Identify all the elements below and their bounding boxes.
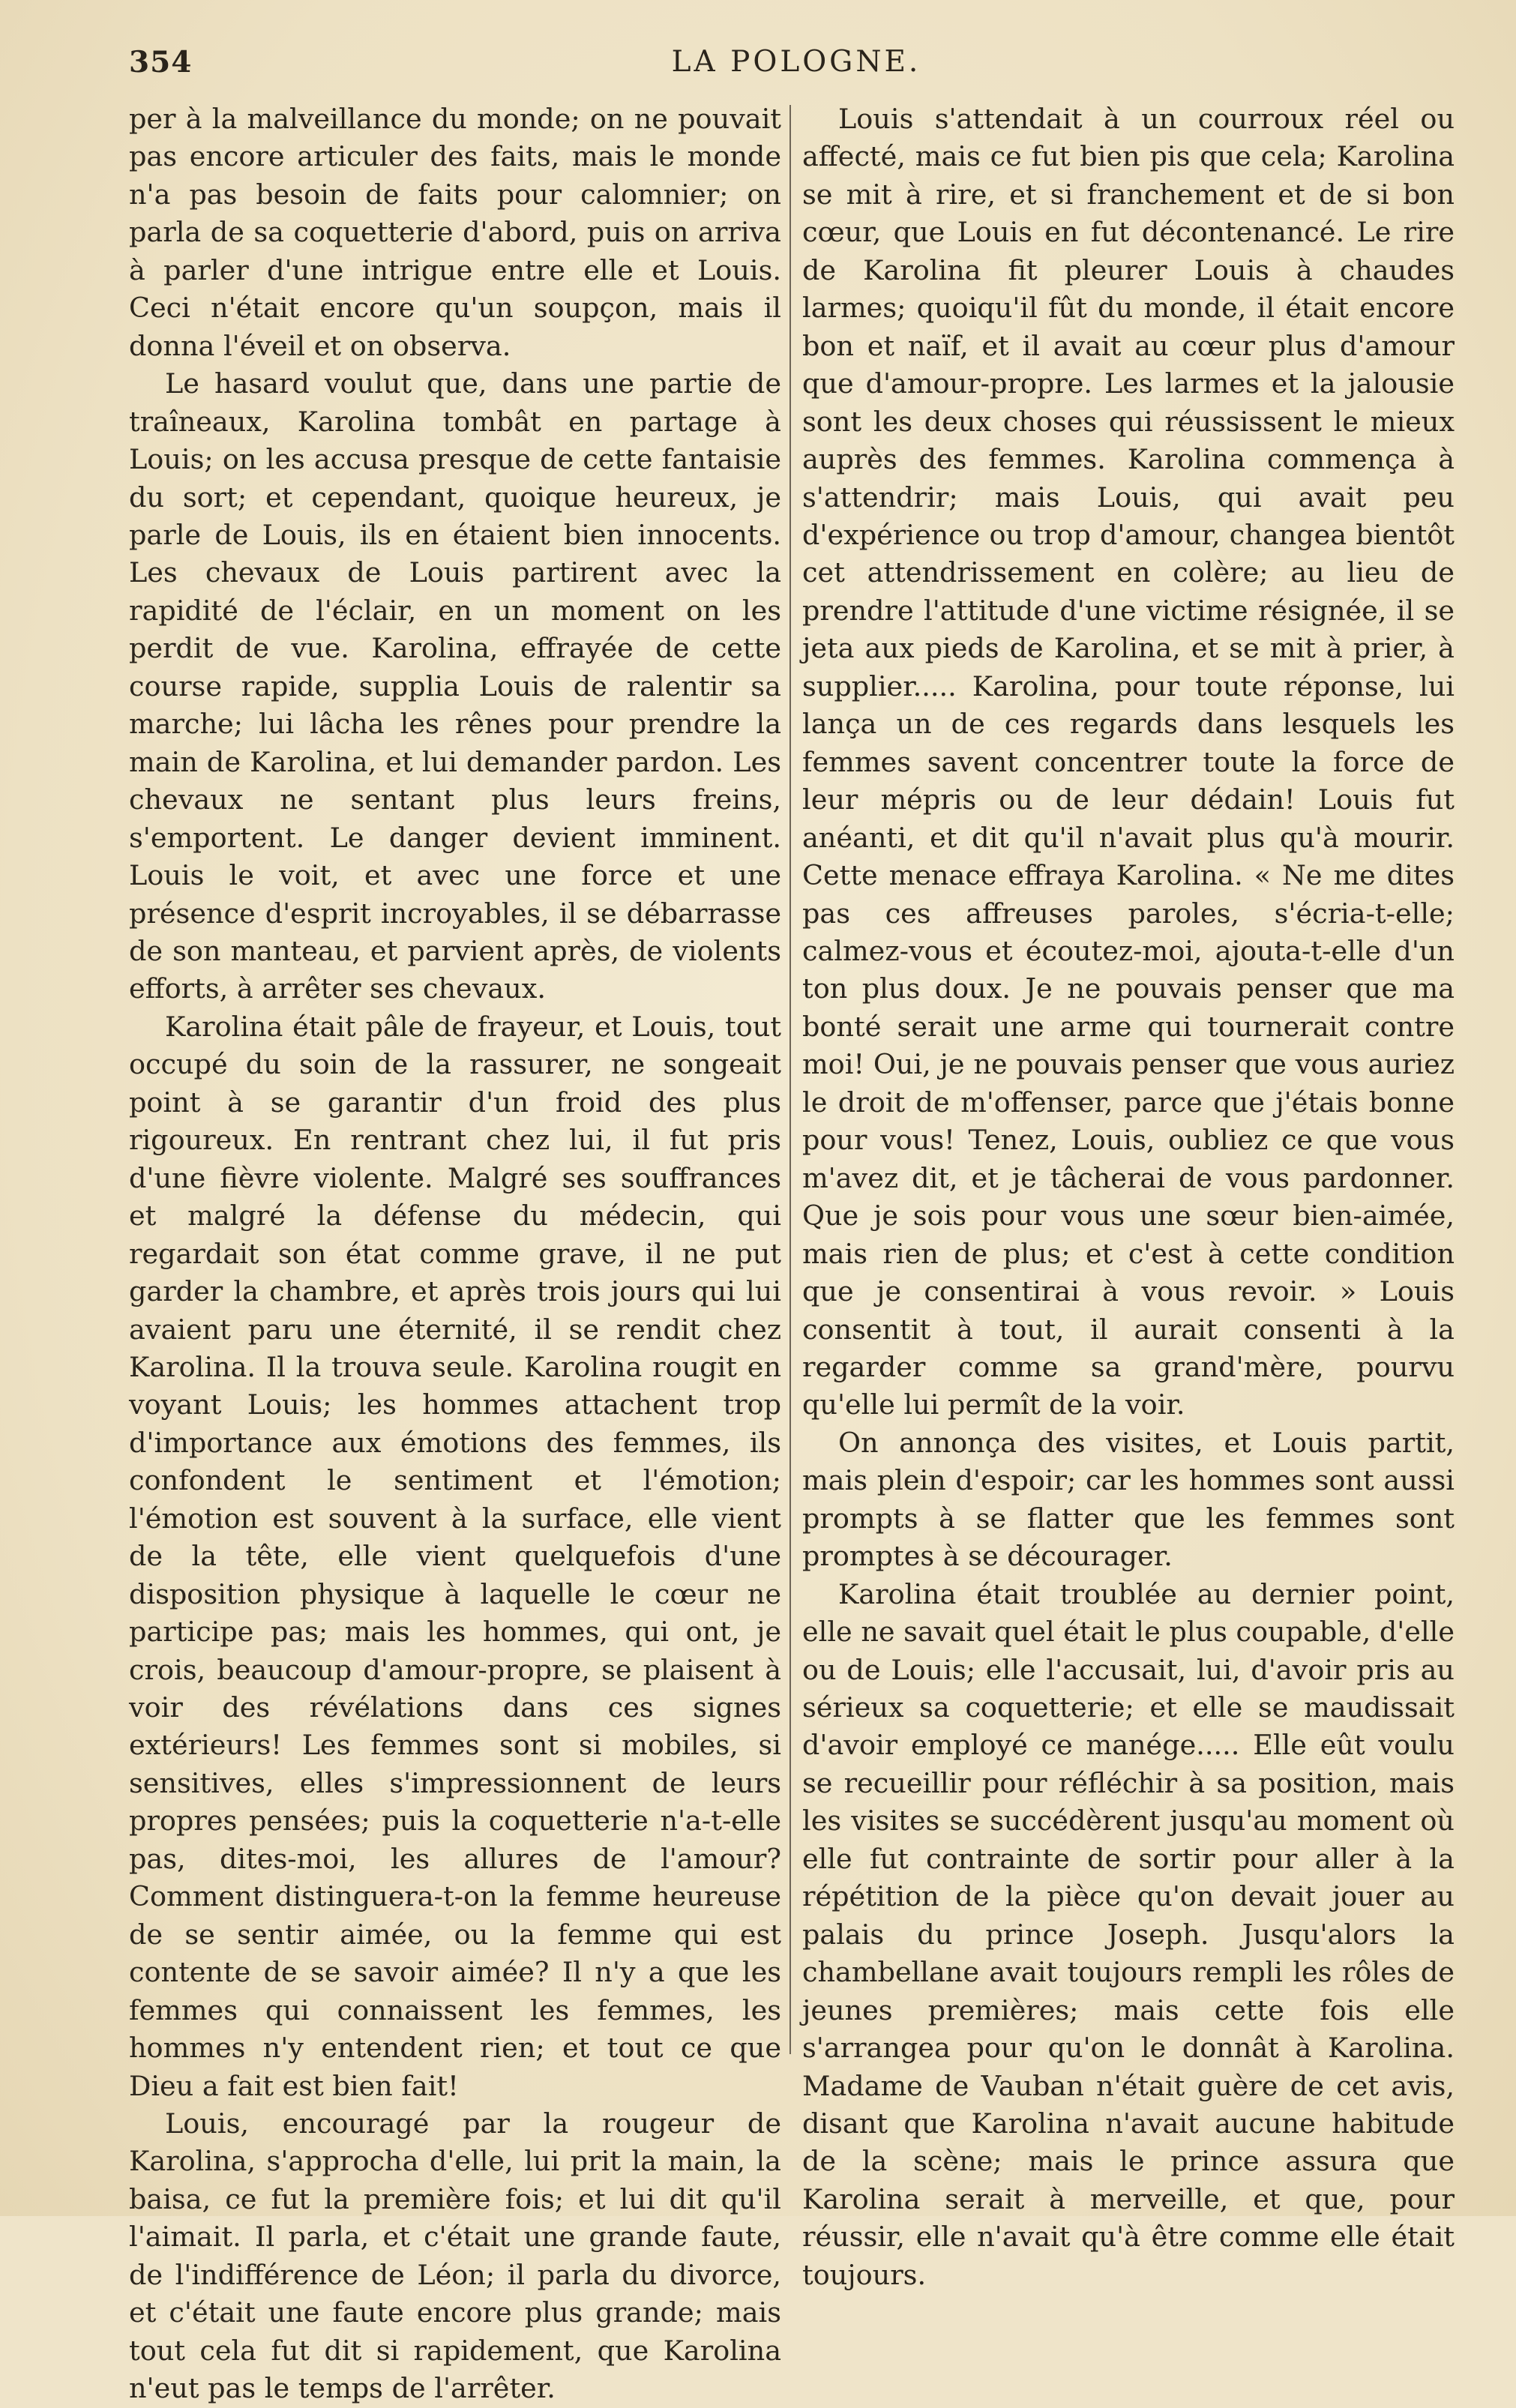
paragraph: per à la malveillance du monde; on ne pouvait pas encore articuler des faits, mais le monde n'a pas besoin de faits pour calomnier; on parla de sa coquetterie d'abord, puis on arriva à parler d'une intrigue entre elle et Louis. Ceci n'était encore qu'un soupçon, mais il donna l'éveil et on observa. (129, 103, 781, 362)
paragraph: On annonça des visites, et Louis partit, mais plein d'espoir; car les hommes sont aussi prompts à se flatter que les femmes sont promptes à se décourager. (802, 1426, 1455, 1573)
paragraph: Le hasard voulut que, dans une partie de traîneaux, Karolina tombât en partage à Louis; on les accusa presque de cette fantaisie du sort; et cependant, quoique heureux, je parle de Louis, ils en étaient bien innocents. Les chevaux de Louis partirent avec la rapidité de l'éclair, en un moment on les perdit de vue. Karolina, effrayée de cette course rapide, supplia Louis de ralentir sa marche; lui lâcha les rênes pour prendre la main de Karolina, et lui demander pardon. Les chevaux ne sentant plus leurs freins, s'emportent. Le danger devient imminent. Louis le voit, et avec une force et une présence d'esprit incroyables, il se débarrasse de son manteau, et parvient après, de violents efforts, à arrêter ses chevaux. (129, 367, 781, 1005)
paragraph: Karolina était troublée au dernier point, elle ne savait quel était le plus coupable, d'elle ou de Louis; elle l'accusait, lui, d'avoir pris au sérieux sa coquetterie; et elle se maudissait d'avoir employé ce manége..... Elle eût voulu se recueillir pour réfléchir à sa position, mais les visites se succédèrent jusqu'au moment où elle fut contrainte de sortir pour aller à la répétition de la pièce qu'on devait jouer au palais du prince Joseph. Jusqu'alors la chambellane avait toujours rempli les rôles de jeunes premières; mais cette fois elle s'arrangea pour qu'on le donnât à Karolina. Madame de Vauban n'était guère de cet avis, disant que Karolina n'avait aucune habitude de la scène; mais le prince assura que Karolina serait à merveille, et que, pour réussir, elle n'avait qu'à être comme elle était toujours. (802, 1577, 1455, 2291)
page-number: 354 (129, 45, 193, 79)
running-title: LA POLOGNE. (671, 45, 921, 79)
right-column (802, 100, 1455, 2294)
page-header (129, 45, 1464, 90)
paragraph: Louis s'attendait à un courroux réel ou affecté, mais ce fut bien pis que cela; Karolina se mit à rire, et si franchement et de si bon cœur, que Louis en fut décontenancé. Le rire de Karolina fit pleurer Louis à chaudes larmes; quoiqu'il fût du monde, il était encore bon et naïf, et il avait au cœur plus d'amour que d'amour-propre. Les larmes et la jalousie sont les deux choses qui réussissent le mieux auprès des femmes. Karolina commença à s'attendrir; mais Louis, qui avait peu d'expérience ou trop d'amour, changea bientôt cet attendrissement en colère; au lieu de prendre l'attitude d'une victime résignée, il se jeta aux pieds de Karolina, et se mit à prier, à supplier..... Karolina, pour toute réponse, lui lança un de ces regards dans lesquels les femmes savent concentrer toute la force de leur mépris ou de leur dédain! Louis fut anéanti, et dit qu'il n'avait plus qu'à mourir. Cette menace effraya Karolina. « Ne me dites pas ces affreuses paroles, s'écria-t-elle; calmez-vous et écoutez-moi, ajouta-t-elle d'un ton plus doux. Je ne pouvais penser que ma bonté serait une arme qui tournerait contre moi! Oui, je ne pouvais penser que vous auriez le droit de m'offenser, parce que j'étais bonne pour vous! Tenez, Louis, oubliez ce que vous m'avez dit, et je tâcherai de vous pardonner. Que je sois pour vous une sœur bien-aimée, mais rien de plus; et c'est à cette condition que je consentirai à vous revoir. » Louis consentit à tout, il aurait consenti à la regarder comme sa grand'mère, pourvu qu'elle lui permît de la voir. (802, 103, 1455, 1421)
paragraph: Karolina était pâle de frayeur, et Louis, tout occupé du soin de la rassurer, ne songeait point à se garantir d'un froid des plus rigoureux. En rentrant chez lui, il fut pris d'une fièvre violente. Malgré ses souffrances et malgré la défense du médecin, qui regardait son état comme grave, il ne put garder la chambre, et après trois jours qui lui avaient paru une éternité, il se rendit chez Karolina. Il la trouva seule. Karolina rougit en voyant Louis; les hommes attachent trop d'importance aux émotions des femmes, ils confondent le sentiment et l'émotion; l'émotion est souvent à la surface, elle vient de la tête, elle vient quelquefois d'une disposition physique à laquelle le cœur ne participe pas; mais les hommes, qui ont, je crois, beaucoup d'amour-propre, se plaisent à voir des révélations dans ces signes extérieurs! Les femmes sont si mobiles, si sensitives, elles s'impressionnent de leurs propres pensées; puis la coquetterie n'a-t-elle pas, dites-moi, les allures de l'amour? Comment distinguera-t-on la femme heureuse de se sentir aimée, ou la femme qui est contente de se savoir aimée? Il n'y a que les femmes qui connaissent les femmes, les hommes n'y entendent rien; et tout ce que Dieu a fait est bien fait! (129, 1010, 781, 2102)
paragraph: Louis, encouragé par la rougeur de Karolina, s'approcha d'elle, lui prit la main, la baisa, ce fut la première fois; et lui dit qu'il l'aimait. Il parla, et c'était une grande faute, de l'indifférence de Léon; il parla du divorce, et c'était une faute encore plus grande; mais tout cela fut dit si rapidement, que Karolina n'eut pas le temps de l'arrêter. (129, 2107, 781, 2405)
column-divider (789, 105, 791, 2054)
left-column (129, 100, 781, 2408)
